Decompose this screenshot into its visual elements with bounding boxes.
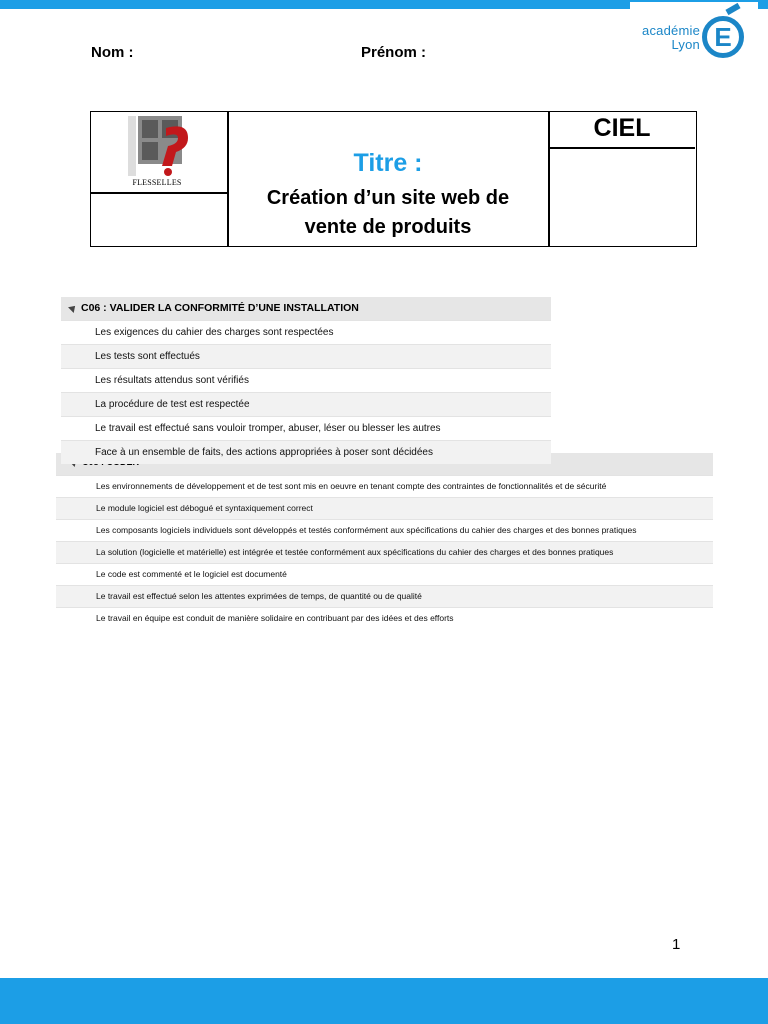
- document-title: [228, 184, 548, 242]
- table-divider: [91, 192, 227, 194]
- prenom-label: Prénom :: [361, 44, 427, 61]
- list-item: Le code est commenté et le logiciel est documenté: [56, 563, 713, 585]
- logo-text-line1: académie: [642, 23, 700, 38]
- table-divider: [549, 147, 695, 149]
- list-item: La procédure de test est respectée: [61, 392, 551, 416]
- bottom-accent-bar: [0, 978, 768, 1024]
- logo-text-line2: Lyon: [671, 37, 700, 52]
- academie-lyon-logo: [630, 2, 758, 70]
- school-name: FLESSELLES: [132, 178, 182, 187]
- nom-label: Nom :: [91, 44, 134, 61]
- page-number: 1: [672, 936, 681, 953]
- list-item: Le travail en équipe est conduit de manière solidaire en contribuant par des idées et des efforts: [56, 607, 713, 629]
- logo-letter: E: [714, 22, 732, 52]
- list-item: Le travail est effectué selon les attentes exprimées de temps, de quantité ou de qualité: [56, 585, 713, 607]
- list-item: La solution (logicielle et matérielle) est intégrée et testée conformément aux spécifications du cahier des charges et des bonnes pratiques: [56, 541, 713, 563]
- logo-accent-mark: [725, 3, 740, 15]
- titre-label: Titre :: [353, 149, 423, 177]
- logo-e-circle-icon: [702, 16, 744, 58]
- document-title-line1: Création d’un site web de: [266, 187, 510, 209]
- list-item: Le travail est effectué sans vouloir tromper, abuser, léser ou blesser les autres: [61, 416, 551, 440]
- collapse-triangle-icon[interactable]: [68, 303, 78, 313]
- competency-c08-panel: [56, 453, 713, 629]
- competency-heading-text: C06 : VALIDER LA CONFORMITÉ D’UNE INSTALLATION: [81, 302, 359, 314]
- list-item: Les exigences du cahier des charges sont respectées: [61, 320, 551, 344]
- section-code: CIEL: [593, 114, 651, 142]
- title-table: [90, 111, 697, 247]
- list-item: Les résultats attendus sont vérifiés: [61, 368, 551, 392]
- competency-c06-panel: [61, 297, 551, 464]
- list-item: Face à un ensemble de faits, des actions appropriées à poser sont décidées: [61, 440, 551, 464]
- list-item: Le module logiciel est débogué et syntaxiquement correct: [56, 497, 713, 519]
- list-item: Les composants logiciels individuels sont développés et testés conformément aux spécifications du cahier des charges et des bonnes pratiques: [56, 519, 713, 541]
- document-title-line2: vente de produits: [304, 216, 472, 238]
- list-item: Les tests sont effectués: [61, 344, 551, 368]
- competency-heading[interactable]: [61, 297, 551, 320]
- list-item: Les environnements de développement et de test sont mis en oeuvre en tenant compte des contraintes de fonctionnalités et de sécurité: [56, 475, 713, 497]
